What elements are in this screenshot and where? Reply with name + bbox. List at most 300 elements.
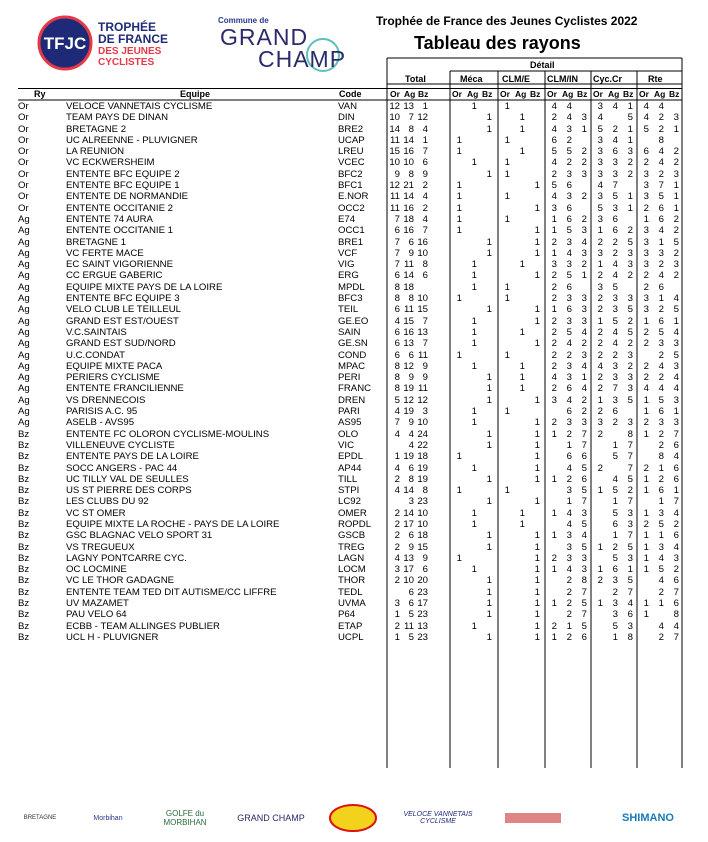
medal-count-cell: 12 [403,394,414,406]
medal-count-cell: 4 [612,134,618,146]
table-row [18,598,682,609]
medal-count-cell: 2 [581,191,587,203]
medal-count-cell: 2 [658,168,664,180]
medal-count-cell: 5 [581,485,587,497]
medal-count-cell: 1 [534,609,540,621]
medal-count-cell: 7 [673,586,679,598]
medal-count-cell: 1 [471,270,477,282]
medal-count-cell: 1 [519,112,525,124]
medal-count-cell: 2 [581,213,587,225]
medal-count-cell: 7 [627,439,633,451]
medal-count-cell: 9 [422,360,428,372]
medal-count-cell: 2 [551,281,557,293]
team-cell: ENTENTE FRANCILIENNE [66,383,184,395]
medal-count-cell: 3 [612,202,618,214]
medal-count-cell: 11 [390,191,400,203]
medal-count-cell: 7 [673,428,679,440]
table-row [18,270,682,281]
code-cell: EPDL [338,451,364,463]
team-cell: GRAND EST EST/OUEST [66,315,179,327]
code-cell: VIC [338,439,354,451]
table-row [18,564,682,575]
medal-count-cell: 2 [627,168,633,180]
medal-count-cell: 2 [673,157,679,169]
medal-count-cell: 3 [566,485,572,497]
medal-count-cell: 6 [566,451,572,463]
medal-count-cell: 2 [597,383,603,395]
medal-count-cell: 3 [581,112,587,124]
medal-count-cell: 5 [597,123,603,135]
medal-count-cell: 5 [658,326,664,338]
medal-count-cell: 16 [403,326,414,338]
team-cell: VC ECKWERSHEIM [66,157,155,169]
medal-count-cell: 2 [597,304,603,316]
medal-count-cell: 15 [417,541,428,553]
medal-count-cell: 1 [456,225,462,237]
medal-count-cell: 19 [403,451,414,463]
medal-count-cell: 1 [643,485,649,497]
medal-count-cell: 16 [403,225,414,237]
rank-cell: Or [18,202,29,214]
medal-count-cell: 9 [394,168,400,180]
code-cell: BRE1 [338,236,364,248]
rank-cell: Bz [18,564,30,576]
medal-count-cell: 16 [403,146,414,158]
team-cell: UC TILLY VAL DE SEULLES [66,473,189,485]
medal-count-cell: 1 [551,225,557,237]
rank-cell: Bz [18,451,30,463]
medal-count-cell: 5 [612,485,618,497]
medal-count-cell: 1 [486,236,492,248]
rank-cell: Ag [18,315,30,327]
medal-count-cell: 1 [486,541,492,553]
header-code: Code [339,89,362,99]
table-row [18,609,682,620]
medal-count-cell: 3 [643,168,649,180]
medal-count-cell: 11 [390,134,400,146]
sponsor-oc-logo [498,798,568,838]
medal-count-cell: 1 [566,439,572,451]
medal-count-cell: 1 [551,428,557,440]
table-row [18,451,682,462]
medal-count-cell: 5 [566,146,572,158]
medal-count-cell: 7 [612,383,618,395]
medal-count-cell: 3 [394,564,400,576]
medal-count-cell: 2 [394,507,400,519]
medal-count-cell: 3 [658,541,664,553]
medal-count-cell: 1 [486,496,492,508]
medal-count-cell: 3 [597,213,603,225]
medal-count-cell: 3 [627,349,633,361]
medal-count-cell: 7 [658,180,664,192]
medal-count-cell: 6 [581,473,587,485]
medal-count-cell: 6 [422,157,428,169]
medal-count-cell: 1 [534,236,540,248]
medal-count-cell: 4 [581,383,587,395]
medal-count-cell: 7 [408,112,414,124]
medal-count-cell: 12 [389,101,400,112]
table-row [18,282,682,293]
code-cell: OLO [338,428,359,440]
medal-count-cell: 3 [408,496,414,508]
medal-count-cell: 1 [486,439,492,451]
medal-count-cell: 2 [643,270,649,282]
medal-count-cell: 4 [612,101,618,112]
code-cell: ERG [338,270,359,282]
medal-count-cell: 1 [643,213,649,225]
medal-count-cell: 1 [504,191,510,203]
medal-count-cell: 2 [673,518,679,530]
table-row [18,191,682,202]
medal-count-cell: 1 [627,202,633,214]
team-cell: U.C.CONDAT [66,349,125,361]
medal-count-cell: 2 [551,270,557,282]
medal-count-cell: 1 [534,338,540,350]
code-cell: OMER [338,507,367,519]
medal-count-cell: 2 [551,293,557,305]
medal-count-cell: 2 [394,620,400,632]
medal-count-cell: 1 [486,530,492,542]
medal-count-cell: 1 [534,462,540,474]
table-row [18,474,682,485]
medal-count-cell: 2 [597,338,603,350]
medal-count-cell: 2 [612,349,618,361]
medal-count-cell: 2 [643,360,649,372]
medal-count-cell: 4 [658,575,664,587]
medal-count-cell: 7 [422,225,428,237]
medal-count-cell: 4 [551,191,557,203]
medal-count-cell: 6 [394,225,400,237]
medal-count-cell: 4 [422,213,428,225]
team-cell: BRETAGNE 2 [66,123,127,135]
medal-count-cell: 1 [486,112,492,124]
medal-count-cell: 3 [643,259,649,271]
medal-count-cell: 1 [471,462,477,474]
team-cell: ENTENTE OCCITANIE 2 [66,202,173,214]
medal-count-cell: 3 [612,372,618,384]
code-cell: LREU [338,146,364,158]
table-row [18,417,682,428]
medal-count-cell: 1 [471,157,477,169]
medal-count-cell: 2 [627,360,633,372]
medal-count-cell: 12 [403,360,414,372]
medal-count-cell: 1 [394,451,400,463]
rank-cell: Ag [18,394,30,406]
code-cell: LC92 [338,496,361,508]
table-row [18,361,682,372]
medal-count-cell: 3 [658,247,664,259]
medal-count-cell: 3 [581,225,587,237]
medal-count-cell: 3 [612,293,618,305]
medal-count-cell: 8 [394,360,400,372]
code-cell: P64 [338,609,356,621]
medal-count-cell: 23 [417,609,428,621]
medal-count-cell: 1 [627,191,633,203]
medal-count-cell: 1 [673,202,679,214]
medal-count-cell: 7 [581,586,587,598]
medal-count-cell: 4 [658,552,664,564]
table-row [18,575,682,586]
header-meca: Méca [460,74,483,84]
header-total: Total [405,74,426,84]
team-cell: UV MAZAMET [66,598,129,610]
medal-count-cell: 2 [643,417,649,429]
medal-count-cell: 4 [612,338,618,350]
medal-count-cell: 2 [673,213,679,225]
medal-count-cell: 2 [597,326,603,338]
medal-count-cell: 2 [566,609,572,621]
medal-count-cell: 3 [612,598,618,610]
medal-count-cell: 16 [417,236,428,248]
subheader-ag: Ag [404,89,416,99]
code-cell: VCEC [338,157,365,169]
medal-count-cell: 1 [534,428,540,440]
table-row [18,632,682,643]
medal-count-cell: 6 [612,406,618,418]
code-cell: LOCM [338,564,366,576]
medal-count-cell: 3 [643,180,649,192]
medal-count-cell: 1 [394,609,400,621]
medal-count-cell: 11 [404,304,414,316]
medal-count-cell: 1 [504,134,510,146]
medal-count-cell: 4 [566,564,572,576]
medal-count-cell: 1 [597,541,603,553]
medal-count-cell: 1 [534,575,540,587]
medal-count-cell: 1 [471,315,477,327]
medal-count-cell: 2 [597,270,603,282]
medal-count-cell: 1 [486,575,492,587]
medal-count-cell: 6 [673,575,679,587]
medal-count-cell: 2 [612,417,618,429]
medal-count-cell: 5 [581,462,587,474]
code-cell: MPAC [338,360,366,372]
medal-count-cell: 3 [566,191,572,203]
medal-count-cell: 3 [658,417,664,429]
medal-count-cell: 2 [643,518,649,530]
medal-count-cell: 24 [417,428,428,440]
medal-count-cell: 2 [658,349,664,361]
rank-cell: Bz [18,473,30,485]
medal-count-cell: 1 [486,168,492,180]
medal-count-cell: 1 [551,530,557,542]
sponsor-cycling-logo [323,798,383,838]
medal-count-cell: 6 [566,180,572,192]
subheader-or: Or [639,89,649,99]
medal-count-cell: 1 [519,146,525,158]
medal-count-cell: 1 [673,180,679,192]
medal-count-cell: 4 [673,507,679,519]
team-cell: PAU VELO 64 [66,609,127,621]
medal-count-cell: 5 [551,146,557,158]
medal-count-cell: 1 [551,304,557,316]
table-row [18,327,682,338]
medal-count-cell: 2 [566,575,572,587]
code-cell: LAGN [338,552,365,564]
medal-count-cell: 6 [566,202,572,214]
medal-count-cell: 11 [404,620,414,632]
medal-count-cell: 5 [408,609,414,621]
medal-count-cell: 18 [417,451,428,463]
medal-count-cell: 11 [404,259,414,271]
table-row [18,237,682,248]
rank-cell: Ag [18,417,30,429]
rank-cell: Ag [18,293,30,305]
medal-count-cell: 2 [581,157,587,169]
medal-count-cell: 2 [612,541,618,553]
medal-count-cell: 1 [456,485,462,497]
rank-cell: Or [18,180,29,192]
medal-count-cell: 5 [643,123,649,135]
medal-count-cell: 1 [597,485,603,497]
subheader-bz: Bz [418,89,429,99]
medal-count-cell: 4 [422,123,428,135]
rank-cell: Ag [18,406,30,418]
medal-count-cell: 7 [394,247,400,259]
team-cell: OC LOCMINE [66,564,127,576]
medal-count-cell: 4 [658,270,664,282]
rank-cell: Bz [18,462,30,474]
medal-count-cell: 4 [643,383,649,395]
medal-count-cell: 6 [566,213,572,225]
medal-count-cell: 1 [519,259,525,271]
medal-count-cell: 4 [566,462,572,474]
medal-count-cell: 1 [658,530,664,542]
medal-count-cell: 20 [417,575,428,587]
rank-cell: Ag [18,236,30,248]
medal-count-cell: 6 [658,202,664,214]
rank-cell: Or [18,134,29,146]
rank-cell: Bz [18,541,30,553]
medal-count-cell: 8 [408,473,414,485]
medal-count-cell: 2 [658,372,664,384]
medal-count-cell: 1 [519,360,525,372]
medal-count-cell: 2 [597,349,603,361]
code-cell: BRE2 [338,123,364,135]
medal-count-cell: 4 [394,428,400,440]
rank-cell: Ag [18,383,30,395]
table-row [18,383,682,394]
medal-count-cell: 19 [403,406,414,418]
medal-count-cell: 2 [627,225,633,237]
table-row [18,316,682,327]
team-cell: ENTENTE OCCITANIE 1 [66,225,173,237]
medal-count-cell: 2 [422,180,428,192]
medal-count-cell: 1 [519,123,525,135]
medal-count-cell: 2 [566,134,572,146]
medal-count-cell: 2 [551,168,557,180]
medal-count-cell: 23 [417,586,428,598]
medal-count-cell: 22 [417,439,428,451]
tfjc-logo-mark: TFJC [43,34,87,53]
medal-count-cell: 6 [612,146,618,158]
rank-cell: Or [18,112,29,124]
medal-count-cell: 3 [581,168,587,180]
medal-count-cell: 4 [612,473,618,485]
team-cell: ENTENTE BFC EQUIPE 2 [66,168,180,180]
medal-count-cell: 2 [551,326,557,338]
medal-count-cell: 1 [627,134,633,146]
medal-count-cell: 6 [551,134,557,146]
medal-count-cell: 3 [581,552,587,564]
team-cell: VILLENEUVE CYCLISTE [66,439,175,451]
medal-count-cell: 18 [417,530,428,542]
medal-count-cell: 3 [597,146,603,158]
medal-count-cell: 1 [643,394,649,406]
medal-count-cell: 1 [551,213,557,225]
medal-count-cell: 2 [658,112,664,124]
rank-cell: Bz [18,586,30,598]
medal-count-cell: 13 [417,326,428,338]
medal-count-cell: 11 [418,349,428,361]
medal-count-cell: 12 [389,180,400,192]
rank-cell: Bz [18,507,30,519]
rank-cell: Or [18,146,29,158]
medal-count-cell: 2 [551,338,557,350]
medal-count-cell: 1 [486,383,492,395]
medal-count-cell: 1 [422,134,428,146]
medal-count-cell: 2 [627,315,633,327]
medal-count-cell: 2 [673,247,679,259]
medal-count-cell: 1 [534,202,540,214]
medal-count-cell: 1 [519,383,525,395]
medal-count-cell: 1 [643,564,649,576]
table-row [18,542,682,553]
medal-count-cell: 5 [394,394,400,406]
medal-count-cell: 2 [643,157,649,169]
team-cell: VS TREGUEUX [66,541,135,553]
medal-count-cell: 4 [643,112,649,124]
medal-count-cell: 1 [627,564,633,576]
medal-count-cell: 1 [486,631,492,643]
code-cell: PARI [338,406,360,418]
medal-count-cell: 2 [551,620,557,632]
medal-count-cell: 3 [643,247,649,259]
medal-count-cell: 4 [394,406,400,418]
table-row [18,259,682,270]
medal-count-cell: 6 [658,485,664,497]
medal-count-cell: 2 [658,473,664,485]
medal-count-cell: 2 [551,552,557,564]
medal-count-cell: 2 [551,383,557,395]
medal-count-cell: 2 [643,462,649,474]
medal-count-cell: 7 [673,631,679,643]
medal-count-cell: 4 [551,157,557,169]
rank-cell: Or [18,123,29,135]
medal-count-cell: 4 [673,541,679,553]
table-title: Tableau des rayons [414,33,581,53]
medal-count-cell: 4 [566,101,572,112]
medal-count-cell: 2 [597,406,603,418]
medal-count-cell: 1 [471,620,477,632]
medal-count-cell: 1 [534,451,540,463]
team-cell: TEAM PAYS DE DINAN [66,112,168,124]
medal-count-cell: 3 [597,417,603,429]
medal-count-cell: 2 [422,202,428,214]
code-cell: UCAP [338,134,365,146]
medal-count-cell: 10 [417,417,428,429]
team-cell: EQUIPE MIXTE PAYS DE LA LOIRE [66,281,223,293]
medal-count-cell: 14 [389,123,400,135]
medal-count-cell: 2 [394,575,400,587]
medal-count-cell: 3 [627,383,633,395]
medal-count-cell: 5 [581,541,587,553]
medal-count-cell: 1 [597,315,603,327]
header-clmin: CLM/IN [547,74,578,84]
medal-count-cell: 1 [534,270,540,282]
medal-count-cell: 1 [627,101,633,112]
medal-count-cell: 1 [658,236,664,248]
medal-count-cell: 2 [643,202,649,214]
